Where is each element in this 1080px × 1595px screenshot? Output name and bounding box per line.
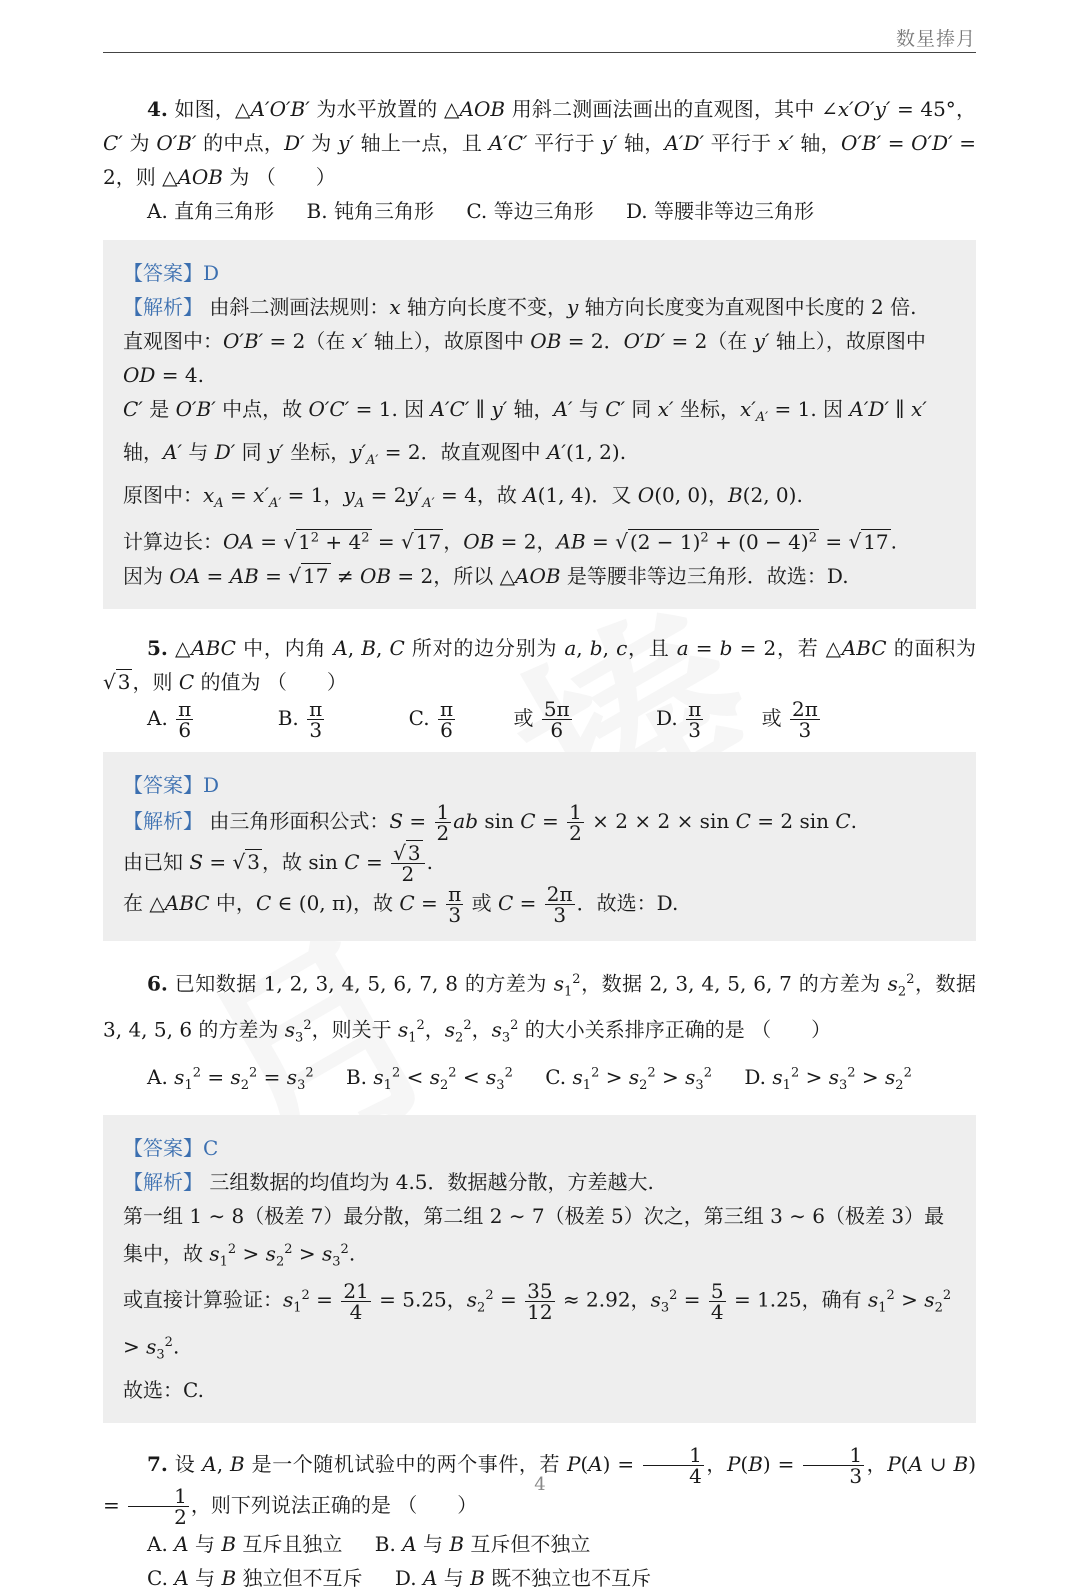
analysis-line: 或直接计算验证：$s_1^2$ = $\frac{21}{4}$ = 5.25，$s_2^2$ = $\frac{35}{12}$ ≈ 2.92，$s_3^2$ = $\frac{5}{4}$ = 1.25，确有 $s_1^2 > s_2^2 > s_3^2$. (123, 1278, 952, 1363)
analysis-line: 直观图中：O′B′ = 2（在 x′ 轴上），故原图中 OB = 2．O′D′ = 2（在 y′ 轴上），故原图中 OD = 4. (123, 329, 926, 387)
option-b: B. $s_1^2 < s_2^2 < s_3^2$ (345, 1064, 513, 1093)
question-stem: 7. 设 A, B 是一个随机试验中的两个事件，若 P(A) = $\frac{1}{4}$ ，P(B) = $\frac{1}{3}$ ，P(A ∪ B) = $\frac{1}{2}$ ，则下列说法正确的是 （ ） (103, 1442, 977, 1529)
option-b: B. $\frac{\pi}{3}$ (277, 696, 323, 742)
analysis-line (123, 1165, 956, 1199)
analysis-tag: 【解析】 (123, 295, 203, 319)
analysis-line: 原图中：$x_A = x'_{A'} = 1$，$y_A = 2y'_{A'} = 4$，故 A(1, 4)．又 O(0, 0)，B(2, 0). (123, 483, 803, 511)
options-row (103, 1561, 976, 1595)
question-stem: 6. 已知数据 1, 2, 3, 4, 5, 6, 7, 8 的方差为 $s_1^2$，数据 2, 3, 4, 5, 6, 7 的方差为 $s_2^2$，数据 3, 4, 5, 6 的方差为 $s_3^2$，则关于 $s_1^2$，$s_2^2$，$s_3^2$ 的大小关系排序正确的是 （ ） (103, 971, 977, 1046)
question-4 (103, 92, 976, 609)
question-7 (103, 1442, 977, 1595)
option-c: C. 等边三角形 (466, 199, 594, 223)
analysis-line: 因为 OA = AB = √ 17 ≠ OB = 2，所以 △AOB 是等腰非等边三角形．故选：D. (123, 563, 849, 588)
analysis-line: 在 △ABC 中，C ∈ (0, π)，故 C = $\frac{\pi}{3}$ 或 C = $\frac{2\pi}{3}$ ．故选：D. (123, 881, 679, 927)
option-d: D. A 与 B 既不独立也不互斥 (394, 1565, 652, 1590)
answer-box (103, 752, 976, 941)
answer-line (123, 256, 956, 290)
question-stem: 4. 如图，△A′O′B′ 为水平放置的 △AOB 用斜二测画法画出的直观图，其中 ∠x′O′y′ = 45°，C′ 为 O′B′ 的中点，D′ 为 y′ 轴上一点，且 A′C′ 平行于 y′ 轴，A′D′ 平行于 x′ 轴，O′B′ = O′D′ = 2，则 △AOB 为 （ ） (103, 97, 976, 189)
page-number: 4 (534, 1474, 546, 1495)
option-c: C. $\frac{\pi}{6}$ 或 $\frac{5\pi}{6}$ (408, 696, 570, 742)
answer-box (103, 1115, 976, 1423)
option-a: A. $s_1^2 = s_2^2 = s_3^2$ (147, 1064, 314, 1093)
option-d: D. $\frac{\pi}{3}$ 或 $\frac{2\pi}{3}$ (656, 696, 818, 742)
answer-value: D (203, 772, 220, 797)
answer-tag: 【答案】 (123, 1135, 203, 1160)
analysis-line: 计算边长：OA = √ $1^2 + 4^2$ = √ 17 ，OB = 2，AB = √ $(2 - 1)^2 + (0 - 4)^2$ = √ 17 . (123, 529, 898, 554)
option-d: D. $s_1^2 > s_3^2 > s_2^2$ (744, 1064, 912, 1093)
analysis-line: 第一组 1 ∼ 8（极差 7）最分散，第二组 2 ∼ 7（极差 5）次之，第三组 3 ∼ 6（极差 3）最集中，故 $s_1^2 > s_2^2 > s_3^2$. (123, 1203, 945, 1270)
option-d: D. 等腰非等边三角形 (625, 199, 815, 223)
option-a: A. A 与 B 互斥且独立 (147, 1531, 343, 1556)
analysis-line: 故选：C. (123, 1377, 204, 1402)
options-row (103, 1527, 976, 1561)
options-row (103, 1056, 976, 1103)
analysis-line: C′ 是 O′B′ 中点，故 O′C′ = 1. 因 A′C′ ∥ y′ 轴，A′ 与 C′ 同 x′ 坐标，$x'_{A'} = 1$. 因 A′D′ ∥ x′ 轴，A′ 与 D′ 同 y′ 坐标，$y'_{A'} = 2$．故直观图中 A′(1, 2). (123, 397, 927, 468)
page-content (103, 92, 976, 1595)
option-c: C. A 与 B 独立但不互斥 (147, 1565, 363, 1590)
analysis-line (123, 799, 956, 845)
header-brand: 数星捧月 (895, 28, 976, 50)
question-stem: 5. △ABC 中，内角 A, B, C 所对的边分别为 a, b, c，且 a = b = 2，若 △ABC 的面积为 √ 3 ，则 C 的值为 （ ） (103, 635, 977, 694)
analysis-line: 由已知 S = √ 3 ，故 sin C = $\frac{√ 3}{2}$ . (123, 840, 433, 886)
option-a: A. $\frac{\pi}{6}$ (147, 696, 192, 742)
option-a: A. 直角三角形 (147, 199, 275, 223)
page-header (103, 24, 976, 53)
options-row (103, 194, 976, 228)
question-6 (103, 963, 976, 1423)
answer-value: C (203, 1135, 219, 1160)
analysis-text: 由三角形面积公式：S = $\frac{1}{2}$ ab sin C = $\frac{1}{2}$ × 2 × 2 × sin C = 2 sin C. (209, 799, 858, 845)
answer-box (103, 240, 976, 609)
analysis-line (123, 290, 956, 324)
answer-line (123, 768, 956, 802)
answer-value: D (203, 261, 220, 285)
question-5 (103, 631, 976, 941)
option-b: B. 钝角三角形 (306, 199, 434, 223)
answer-line (123, 1131, 956, 1165)
option-b: B. A 与 B 互斥但不独立 (374, 1531, 591, 1556)
answer-tag: 【答案】 (123, 261, 203, 285)
analysis-tag: 【解析】 (123, 808, 203, 833)
answer-tag: 【答案】 (123, 772, 203, 797)
analysis-text: 由斜二测画法规则：x 轴方向长度不变，y 轴方向长度变为直观图中长度的 2 倍. (209, 295, 917, 319)
option-c: C. $s_1^2 > s_2^2 > s_3^2$ (545, 1064, 712, 1093)
options-row (103, 696, 976, 742)
analysis-text: 三组数据的均值均为 4.5．数据越分散，方差越大. (209, 1169, 654, 1194)
analysis-tag: 【解析】 (123, 1169, 203, 1194)
